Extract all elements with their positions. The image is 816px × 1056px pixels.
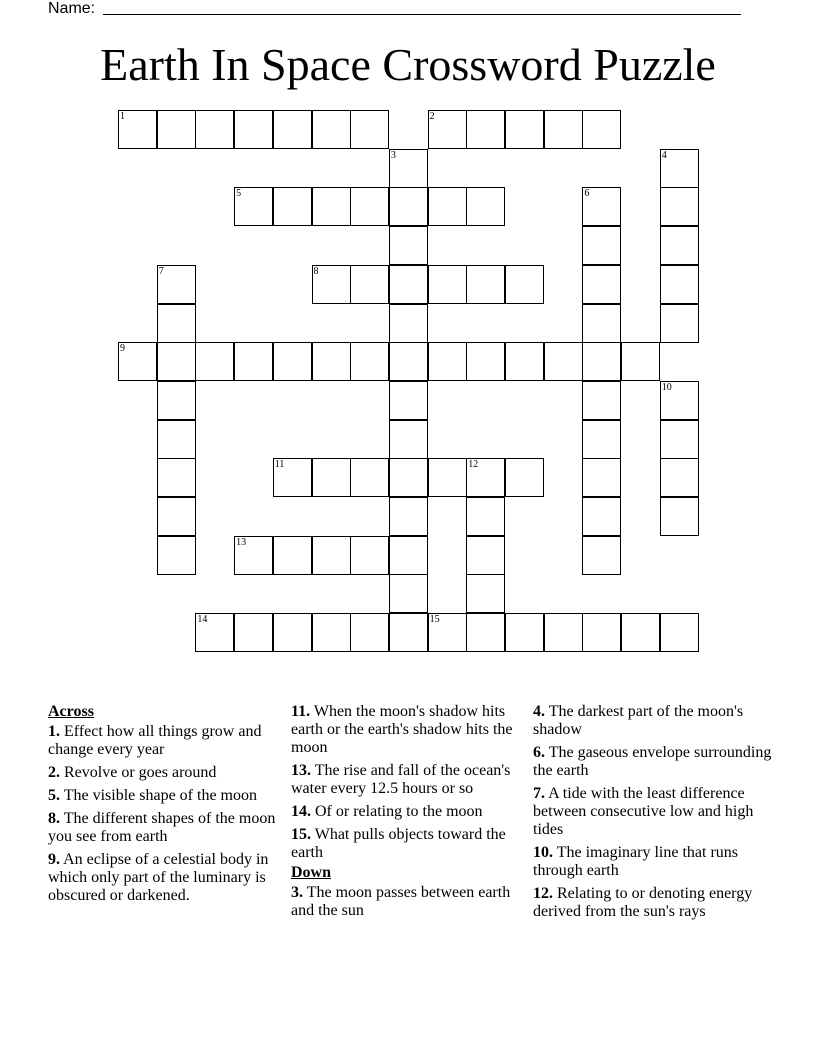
crossword-cell[interactable]: [234, 342, 273, 381]
crossword-cell[interactable]: [195, 342, 234, 381]
crossword-cell[interactable]: [660, 226, 699, 265]
crossword-cell[interactable]: [195, 110, 234, 149]
clue-number: 6: [584, 188, 590, 200]
crossword-cell[interactable]: [234, 613, 273, 652]
crossword-cell[interactable]: [466, 536, 505, 575]
crossword-cell[interactable]: [389, 458, 428, 497]
crossword-cell[interactable]: [350, 187, 389, 226]
clue-down-7: 7. A tide with the least difference between consecutive low and high tides: [533, 785, 754, 838]
crossword-cell[interactable]: [582, 226, 621, 265]
clue-across-9: 9. An eclipse of a celestial body in which only part of the luminary is obscured or darkened.: [48, 851, 269, 904]
clue-number: 11: [274, 459, 285, 471]
clue-across-5: 5. The visible shape of the moon: [48, 787, 257, 804]
clue-down-4: 4. The darkest part of the moon's shadow: [533, 703, 744, 738]
crossword-cell[interactable]: [505, 458, 544, 497]
clues-column-2: [291, 703, 526, 925]
crossword-cell[interactable]: [234, 110, 273, 149]
clues-column-3: [533, 703, 773, 926]
crossword-cell[interactable]: [234, 187, 273, 226]
crossword-cell[interactable]: [660, 187, 699, 226]
crossword-cell[interactable]: [428, 613, 467, 652]
clue-number: 12: [468, 459, 479, 471]
crossword-cell[interactable]: [582, 458, 621, 497]
crossword-cell[interactable]: [273, 342, 312, 381]
crossword-cell[interactable]: [466, 342, 505, 381]
clue-number: 3: [390, 149, 396, 161]
crossword-cell[interactable]: [350, 613, 389, 652]
crossword-cell[interactable]: [660, 458, 699, 497]
crossword-cell[interactable]: [389, 497, 428, 536]
crossword-cell[interactable]: [505, 342, 544, 381]
clue-number: 2: [429, 111, 435, 122]
crossword-cell[interactable]: [428, 110, 467, 149]
clue-across-13: 13. The rise and fall of the ocean's water every 12.5 hours or so: [291, 762, 511, 797]
clue-number: 7: [158, 265, 164, 277]
crossword-cell[interactable]: [389, 420, 428, 459]
crossword-cell[interactable]: [273, 187, 312, 226]
crossword-cell[interactable]: [157, 381, 196, 420]
crossword-cell[interactable]: [428, 342, 467, 381]
name-field-line[interactable]: [103, 14, 741, 15]
crossword-cell[interactable]: [389, 536, 428, 575]
crossword-cell[interactable]: [389, 187, 428, 226]
crossword-cell[interactable]: [389, 613, 428, 652]
crossword-cell[interactable]: [466, 265, 505, 304]
crossword-cell[interactable]: [544, 110, 583, 149]
crossword-cell[interactable]: [505, 265, 544, 304]
crossword-cell[interactable]: [660, 265, 699, 304]
clue-number: 14: [197, 614, 208, 626]
crossword-cell[interactable]: [660, 613, 699, 652]
crossword-cell[interactable]: [312, 265, 351, 304]
crossword-cell[interactable]: [350, 458, 389, 497]
crossword-cell[interactable]: [582, 265, 621, 304]
clue-across-2: 2. Revolve or goes around: [48, 764, 217, 781]
clue-number: 15: [429, 614, 440, 626]
crossword-cell[interactable]: [582, 536, 621, 575]
crossword-cell[interactable]: [312, 458, 351, 497]
crossword-cell[interactable]: [582, 304, 621, 343]
crossword-cell[interactable]: [312, 187, 351, 226]
crossword-cell[interactable]: [621, 613, 660, 652]
crossword-cell[interactable]: [582, 613, 621, 652]
crossword-cell[interactable]: [466, 110, 505, 149]
crossword-cell[interactable]: [660, 420, 699, 459]
crossword-cell[interactable]: [118, 342, 157, 381]
clue-across-14: 14. Of or relating to the moon: [291, 803, 483, 820]
crossword-cell[interactable]: [389, 574, 428, 613]
crossword-cell[interactable]: [466, 574, 505, 613]
crossword-cell[interactable]: [350, 342, 389, 381]
clue-across-11: 11. When the moon's shadow hits earth or the earth's shadow hits the moon: [291, 703, 513, 756]
crossword-cell[interactable]: [582, 110, 621, 149]
crossword-cell[interactable]: [389, 381, 428, 420]
crossword-cell[interactable]: [621, 342, 660, 381]
crossword-cell[interactable]: [273, 613, 312, 652]
crossword-cell[interactable]: [157, 342, 196, 381]
crossword-cell[interactable]: [389, 304, 428, 343]
crossword-cell[interactable]: [582, 342, 621, 381]
page-title: Earth In Space Crossword Puzzle: [100, 39, 716, 90]
clue-number: 10: [661, 381, 672, 393]
crossword-cell[interactable]: [273, 536, 312, 575]
clue-down-6: 6. The gaseous envelope surrounding the earth: [533, 744, 772, 779]
crossword-cell[interactable]: [660, 304, 699, 343]
clue-across-15: 15. What pulls objects toward the earth: [291, 826, 506, 861]
crossword-cell[interactable]: [157, 458, 196, 497]
crossword-cell[interactable]: [582, 381, 621, 420]
clue-number: 13: [236, 536, 247, 548]
crossword-cell[interactable]: [660, 381, 699, 420]
clues-column-1: [48, 703, 280, 910]
name-label: Name:: [48, 0, 96, 17]
crossword-cell[interactable]: [350, 536, 389, 575]
clue-across-1: 1. Effect how all things grow and change every year: [48, 723, 262, 758]
clue-number: 1: [120, 111, 125, 122]
crossword-cell[interactable]: [428, 265, 467, 304]
crossword-cell[interactable]: [234, 536, 273, 575]
crossword-cell[interactable]: [118, 110, 157, 149]
crossword-cell[interactable]: [428, 187, 467, 226]
crossword-cell[interactable]: [312, 536, 351, 575]
crossword-cell[interactable]: [428, 458, 467, 497]
crossword-cell[interactable]: [389, 226, 428, 265]
crossword-cell[interactable]: [157, 304, 196, 343]
crossword-cell[interactable]: [273, 458, 312, 497]
crossword-cell[interactable]: [466, 458, 505, 497]
crossword-cell[interactable]: [466, 187, 505, 226]
crossword-cell[interactable]: [660, 149, 699, 188]
clue-across-8: 8. The different shapes of the moon you see from earth: [48, 810, 276, 845]
down-heading: Down: [291, 864, 332, 881]
crossword-cell[interactable]: [312, 110, 351, 149]
crossword-cell[interactable]: [544, 613, 583, 652]
crossword-cell[interactable]: [582, 497, 621, 536]
crossword-cell[interactable]: [157, 497, 196, 536]
crossword-cell[interactable]: [350, 265, 389, 304]
crossword-cell[interactable]: [466, 613, 505, 652]
crossword-cell[interactable]: [157, 110, 196, 149]
crossword-cell[interactable]: [312, 342, 351, 381]
crossword-cell[interactable]: [389, 149, 428, 188]
crossword-cell[interactable]: [505, 110, 544, 149]
crossword-cell[interactable]: [157, 265, 196, 304]
crossword-cell[interactable]: [312, 613, 351, 652]
crossword-cell[interactable]: [389, 265, 428, 304]
crossword-cell[interactable]: [195, 613, 234, 652]
crossword-cell[interactable]: [273, 110, 312, 149]
clue-down-12: 12. Relating to or denoting energy derived from the sun's rays: [533, 885, 753, 920]
clue-number: 8: [313, 265, 319, 277]
crossword-cell[interactable]: [544, 342, 583, 381]
clue-number: 9: [120, 343, 125, 355]
clue-number: 5: [236, 188, 242, 200]
clue-down-10: 10. The imaginary line that runs through earth: [533, 844, 738, 879]
crossword-cell[interactable]: [157, 536, 196, 575]
clue-down-3: 3. The moon passes between earth and the sun: [291, 884, 511, 919]
clue-number: 4: [661, 149, 667, 161]
crossword-cell[interactable]: [157, 420, 196, 459]
crossword-cell[interactable]: [466, 497, 505, 536]
crossword-cell[interactable]: [582, 420, 621, 459]
crossword-cell[interactable]: [389, 342, 428, 381]
crossword-cell[interactable]: [660, 497, 699, 536]
crossword-cell[interactable]: [582, 187, 621, 226]
crossword-cell[interactable]: [505, 613, 544, 652]
across-heading: Across: [48, 703, 94, 720]
crossword-cell[interactable]: [350, 110, 389, 149]
